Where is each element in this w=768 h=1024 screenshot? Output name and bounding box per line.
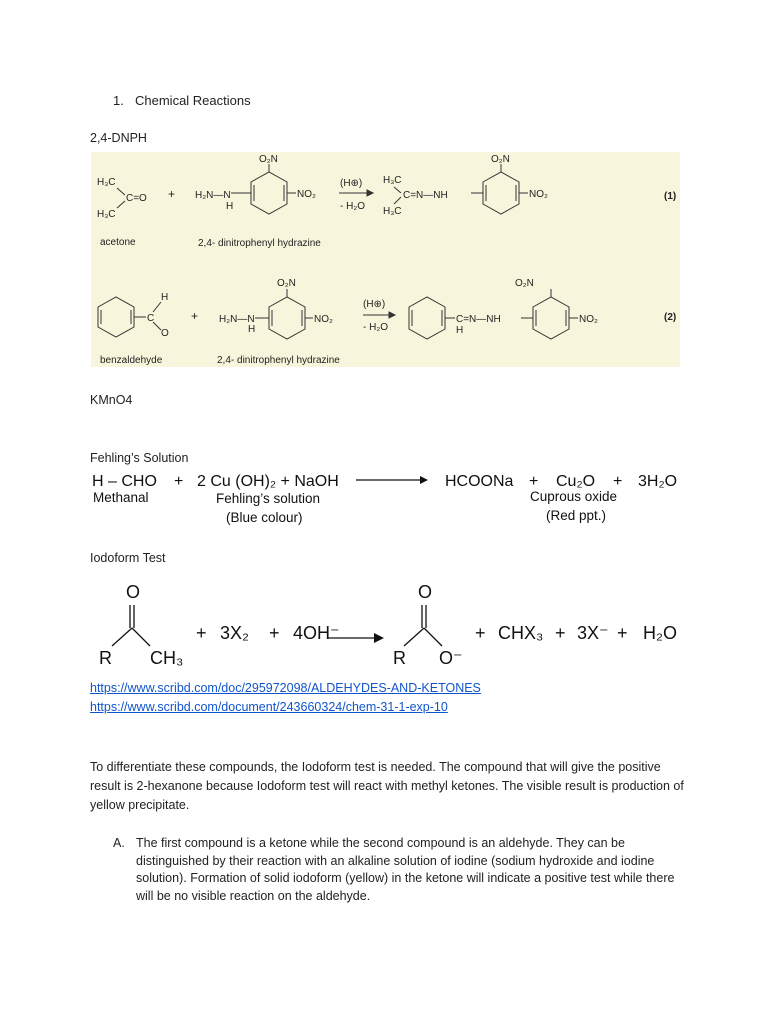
r2-benzaldehyde-label: benzaldehyde bbox=[100, 355, 163, 366]
fehling-product-1: HCOONa bbox=[445, 473, 514, 490]
kmno4-label: KMnO4 bbox=[90, 393, 133, 407]
r1-dnph-label: 2,4- dinitrophenyl hydrazine bbox=[198, 238, 321, 249]
fehling-methanal-formula: H – CHO bbox=[92, 473, 157, 490]
fehling-label-cuprous: Cuprous oxide bbox=[530, 489, 618, 504]
dnph-label: 2,4-DNPH bbox=[90, 131, 147, 145]
r2-carbon: C bbox=[147, 313, 155, 324]
section-heading bbox=[113, 93, 251, 108]
r1-product-no2: NO₂ bbox=[529, 189, 548, 200]
r1-product-o2n: O₂N bbox=[491, 154, 510, 165]
r1-hydrazone: C=N—NH bbox=[403, 190, 448, 201]
fehling-label-solution: Fehling’s solution bbox=[216, 491, 321, 506]
r1-o2n: O₂N bbox=[259, 154, 278, 165]
dnph-reaction-figure bbox=[91, 152, 680, 367]
fehling-label: Fehling’s Solution bbox=[90, 451, 189, 465]
fehling-product-2: Cu₂O bbox=[556, 473, 596, 490]
r2-hydrazone: C=N—NH bbox=[456, 314, 501, 325]
r2-number: (2) bbox=[664, 312, 677, 323]
iodoform-hydroxide: 4OH⁻ bbox=[293, 623, 340, 643]
r1-product-ch3-bottom: H₃C bbox=[383, 206, 402, 217]
r2-product-o2n: O₂N bbox=[515, 278, 534, 289]
iodoform-water: H₂O bbox=[643, 623, 677, 643]
iodoform-plus-1: + bbox=[196, 623, 207, 643]
iodoform-plus-4: + bbox=[555, 623, 566, 643]
r1-conditions-bottom: - H₂O bbox=[340, 201, 365, 212]
r2-no2: NO₂ bbox=[314, 314, 333, 325]
list-item-a bbox=[113, 835, 693, 905]
iodoform-r-1: R bbox=[99, 648, 112, 668]
iodoform-plus-5: + bbox=[617, 623, 628, 643]
r1-conditions-top: (H⊕) bbox=[340, 178, 363, 189]
dnph-scheme bbox=[91, 152, 680, 367]
scribd-link-1[interactable]: https://www.scribd.com/doc/295972098/ALDEHYDES-AND-KETONES bbox=[90, 681, 481, 695]
iodoform-label: Iodoform Test bbox=[90, 551, 166, 565]
iodoform-o-minus: O⁻ bbox=[439, 648, 463, 668]
r1-carbonyl: C=O bbox=[126, 193, 147, 204]
r1-acetone-label: acetone bbox=[100, 237, 136, 248]
r2-plus: + bbox=[191, 309, 199, 323]
fehling-reagent-formula: 2 Cu (OH)₂ + NaOH bbox=[197, 473, 339, 490]
r1-ch3-bottom: H₃C bbox=[97, 209, 116, 220]
r1-no2: NO₂ bbox=[297, 189, 316, 200]
heading-number: 1. bbox=[113, 93, 124, 108]
r2-conditions-bottom: - H₂O bbox=[363, 322, 388, 333]
fehling-equation bbox=[90, 468, 682, 530]
explanation-paragraph: To differentiate these compounds, the Iodoform test is needed. The compound that will give the positive result is 2-hexanone because Iodoform test will react with methyl ketones. The visible result is production of yellow precipitate. bbox=[90, 760, 684, 812]
iodoform-o-2: O bbox=[418, 582, 433, 602]
r2-aldehyde-h: H bbox=[161, 292, 169, 303]
r2-product-no2: NO₂ bbox=[579, 314, 598, 325]
r1-product-ch3-top: H₃C bbox=[383, 175, 402, 186]
iodoform-plus-2: + bbox=[269, 623, 280, 643]
r2-hydrazine-h: H bbox=[248, 324, 256, 335]
iodoform-equation bbox=[90, 578, 690, 676]
iodoform-r-2: R bbox=[393, 648, 406, 668]
iodoform-o-1: O bbox=[126, 582, 141, 602]
r1-number: (1) bbox=[664, 191, 677, 202]
scribd-link-2[interactable]: https://www.scribd.com/document/243660324/chem-31-1-exp-10 bbox=[90, 700, 448, 714]
fehling-plus-2: + bbox=[529, 473, 539, 490]
fehling-plus-1: + bbox=[174, 473, 184, 490]
r2-hydrazone-h: H bbox=[456, 325, 464, 336]
list-marker-a: A. bbox=[113, 836, 125, 850]
fehling-plus-3: + bbox=[613, 473, 623, 490]
r2-oxygen: O bbox=[161, 328, 169, 339]
heading-text: Chemical Reactions bbox=[135, 93, 251, 108]
r2-dnph-label: 2,4- dinitrophenyl hydrazine bbox=[217, 355, 340, 366]
iodoform-halogen: 3X₂ bbox=[220, 623, 250, 643]
r2-conditions-top: (H⊕) bbox=[363, 299, 386, 310]
list-item-a-text: The first compound is a ketone while the second compound is an aldehyde. They can be distinguished by their reaction with an alkaline solution of iodine (sodium hydroxide and iodine solution). Formation of solid iodoform (yellow) in the ketone will indicate a positive test while there will be no visible reaction on the aldehyde. bbox=[136, 836, 675, 903]
fehling-label-methanal: Methanal bbox=[93, 490, 149, 505]
iodoform-x-minus: 3X⁻ bbox=[577, 623, 609, 643]
fehling-product-3: 3H₂O bbox=[638, 473, 678, 490]
r1-hydrazine-h: H bbox=[226, 201, 234, 212]
r2-o2n: O₂N bbox=[277, 278, 296, 289]
fehling-label-red: (Red ppt.) bbox=[546, 508, 607, 523]
r2-hydrazine: H₂N—N bbox=[219, 314, 255, 325]
r1-hydrazine: H₂N—N bbox=[195, 190, 231, 201]
iodoform-ch3: CH₃ bbox=[150, 648, 184, 668]
iodoform-chx3: CHX₃ bbox=[498, 623, 544, 643]
iodoform-plus-3: + bbox=[475, 623, 486, 643]
r1-plus: + bbox=[168, 187, 176, 201]
r1-ch3-top: H₃C bbox=[97, 177, 116, 188]
fehling-label-blue: (Blue colour) bbox=[226, 510, 303, 525]
